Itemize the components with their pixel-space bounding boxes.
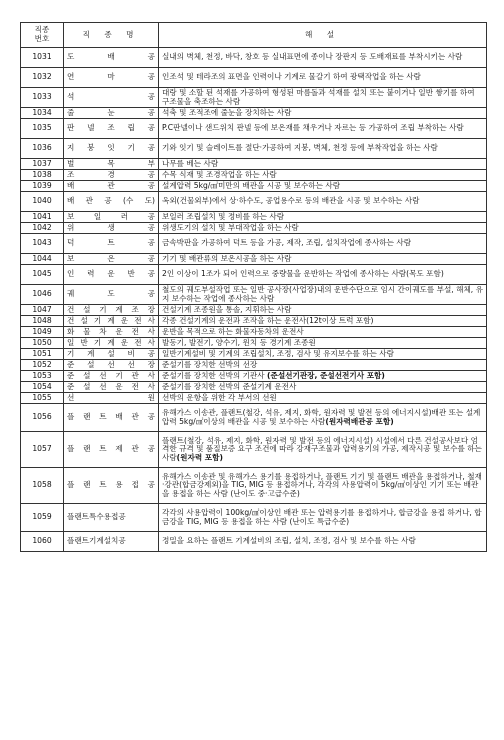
job-description — [159, 181, 487, 192]
job-code: 1051 — [21, 349, 64, 360]
job-code: 1056 — [21, 404, 64, 432]
job-code-table — [20, 22, 487, 552]
job-code: 1055 — [21, 393, 64, 404]
table-row — [21, 285, 487, 305]
job-description-text: 기기 및 배관류의 보온시공을 하는 사람 — [162, 253, 292, 263]
job-code: 1046 — [21, 285, 64, 305]
job-description — [159, 68, 487, 88]
job-code: 1036 — [21, 139, 64, 159]
job-description — [159, 212, 487, 223]
job-description — [159, 393, 487, 404]
job-code: 1047 — [21, 305, 64, 316]
job-description-text: 석축 및 조적조에 줄눈을 장치하는 사람 — [162, 107, 292, 117]
job-name: 플 랜 트 배 관 공 — [64, 404, 159, 432]
job-name: 선 원 — [64, 393, 159, 404]
job-code: 1059 — [21, 504, 64, 532]
table-row — [21, 223, 487, 234]
job-description-note: (준설선기관장, 준설선전기사 포함) — [267, 370, 385, 380]
job-description-text: 운반을 목적으로 하는 화물자동차의 운전사 — [162, 326, 304, 336]
table-row — [21, 265, 487, 285]
job-code: 1040 — [21, 192, 64, 212]
job-description — [159, 223, 487, 234]
job-code: 1035 — [21, 119, 64, 139]
job-description — [159, 504, 487, 532]
table-row — [21, 532, 487, 552]
job-description-text: 플랜트(철강, 석유, 제지, 화학, 원자력 및 발전 등의 에너지시설) 시설에서 다른 건설공사보다 엄격한 규격 및 품질보증 요구 조건에 따라 강재구조물과 압력용기의 가공, 제작시공 및 보수를 하는 사람 — [162, 435, 482, 462]
header-code: 직종 번호 — [21, 23, 64, 48]
job-description — [159, 285, 487, 305]
job-description — [159, 265, 487, 285]
job-description-text: 옥외(건물외부)에서 상·하수도, 공업용수로 등의 배관을 시공 및 보수하는 사람 — [162, 196, 420, 206]
job-name: 보 온 공 — [64, 254, 159, 265]
job-name: 배 관 공 (수 도) — [64, 192, 159, 212]
job-description-text: 유해가스 이송관, 플랜트(철강, 석유, 제지, 화학, 원자력 및 발전 등의 에너지시설)배관 또는 설계압력 5kg/㎠이상의 배관을 시공 및 보수하는 사람 — [162, 407, 481, 426]
job-name: 플랜트기계설치공 — [64, 532, 159, 552]
job-description — [159, 88, 487, 108]
job-description — [159, 159, 487, 170]
job-code: 1043 — [21, 234, 64, 254]
job-code: 1039 — [21, 181, 64, 192]
job-description-text: 대랑 및 소할 된 석재를 가공하여 형성된 마름돌과 석재를 설치 또는 붙이거나 일반 쌓기를 하여 구조물을 축조하는 사람 — [162, 87, 475, 106]
table-row — [21, 212, 487, 223]
job-name: 지 붕 잇 기 공 — [64, 139, 159, 159]
job-name: 준 설 선 기 관 사 — [64, 371, 159, 382]
table-row — [21, 349, 487, 360]
table-row — [21, 305, 487, 316]
job-name: 건 설 기 계 운 전 사 — [64, 316, 159, 327]
table-row — [21, 504, 487, 532]
job-description-text: 나무를 베는 사람 — [162, 158, 219, 168]
job-description-text: 위생도기의 설치 및 부대작업을 하는 사람 — [162, 222, 299, 232]
job-description-text: 정밀을 요하는 플랜트 기계설비의 조립, 설치, 조정, 검사 및 보수를 하는 사람 — [162, 536, 416, 546]
job-description-text: 일반기계설비 및 기계의 조립설치, 조정, 검사 및 유지보수를 하는 사람 — [162, 348, 394, 358]
job-description-text: P.C판넬이나 샌드위치 판넬 등에 보온재를 채우거나 자르는 등 가공하여 조립 부착하는 사람 — [162, 123, 464, 133]
job-description — [159, 338, 487, 349]
table-row — [21, 139, 487, 159]
table-row — [21, 404, 487, 432]
table-row — [21, 327, 487, 338]
job-name: 도 배 공 — [64, 48, 159, 68]
table-row — [21, 360, 487, 371]
job-code: 1060 — [21, 532, 64, 552]
job-name: 준 설 선 선 장 — [64, 360, 159, 371]
job-description-text: 2인 이상이 1조가 되어 인력으로 중량물을 운반하는 작업에 종사하는 사람(목도 포함) — [162, 269, 444, 279]
job-description-text: 인조석 및 테라조의 표면을 인력이나 기계로 물갈기 하여 광택작업을 하는 사람 — [162, 72, 421, 82]
table-row — [21, 316, 487, 327]
job-description — [159, 382, 487, 393]
job-name: 건 설 기 계 조 장 — [64, 305, 159, 316]
job-name: 궤 도 공 — [64, 285, 159, 305]
job-code: 1057 — [21, 432, 64, 468]
table-row — [21, 170, 487, 181]
job-description — [159, 234, 487, 254]
job-description-text: 발동기, 발전기, 양수기, 윈치 등 경기계 조종원 — [162, 337, 316, 347]
job-code: 1037 — [21, 159, 64, 170]
job-description — [159, 119, 487, 139]
job-description — [159, 327, 487, 338]
job-description — [159, 371, 487, 382]
job-description — [159, 108, 487, 119]
job-code: 1050 — [21, 338, 64, 349]
job-code: 1052 — [21, 360, 64, 371]
job-name: 판 넬 조 립 공 — [64, 119, 159, 139]
job-description-text: 선박의 운항을 위한 각 부서의 선원 — [162, 392, 277, 402]
job-code: 1041 — [21, 212, 64, 223]
table-body — [21, 48, 487, 552]
job-code: 1045 — [21, 265, 64, 285]
job-description — [159, 316, 487, 327]
job-name: 플랜트특수용접공 — [64, 504, 159, 532]
table-row — [21, 468, 487, 504]
table-row — [21, 382, 487, 393]
job-name: 플 랜 트 제 관 공 — [64, 432, 159, 468]
table-row — [21, 181, 487, 192]
job-description — [159, 254, 487, 265]
job-name: 석 공 — [64, 88, 159, 108]
job-description — [159, 360, 487, 371]
job-code: 1058 — [21, 468, 64, 504]
job-description-text: 각종 건설기계의 운전과 조작을 하는 운전사(12t이상 트럭 포함) — [162, 315, 374, 325]
header-name: 직 종 명 — [64, 23, 159, 48]
job-description-note: (원자력 포함) — [176, 452, 223, 462]
job-name: 화 물 차 운 전 사 — [64, 327, 159, 338]
job-code: 1038 — [21, 170, 64, 181]
table-row — [21, 234, 487, 254]
job-name: 벌 목 부 — [64, 159, 159, 170]
job-name: 줄 눈 공 — [64, 108, 159, 119]
table-row — [21, 159, 487, 170]
job-description-text: 준설기를 장치한 선박의 준설기계 운전사 — [162, 381, 297, 391]
table-row — [21, 88, 487, 108]
job-name: 인 력 운 반 공 — [64, 265, 159, 285]
table-row — [21, 48, 487, 68]
job-description — [159, 432, 487, 468]
table-row — [21, 254, 487, 265]
job-description — [159, 192, 487, 212]
job-code: 1031 — [21, 48, 64, 68]
job-name: 조 경 공 — [64, 170, 159, 181]
job-description — [159, 349, 487, 360]
table-row — [21, 192, 487, 212]
job-name: 연 마 공 — [64, 68, 159, 88]
job-code: 1054 — [21, 382, 64, 393]
job-description — [159, 48, 487, 68]
table-row — [21, 68, 487, 88]
table-row — [21, 371, 487, 382]
job-code: 1044 — [21, 254, 64, 265]
table-row — [21, 119, 487, 139]
job-description-text: 기와 잇기 및 슬레이트를 절단·가공하여 지붕, 벽체, 천정 등에 부착작업을 하는 사람 — [162, 143, 438, 153]
header-desc: 해 설 — [159, 23, 487, 48]
job-description-text: 건설기계 조종원을 통솔, 지휘하는 사람 — [162, 304, 292, 314]
job-description-text: 금속박판을 가공하여 덕트 등을 가공, 제작, 조립, 설치작업에 종사하는 사람 — [162, 238, 412, 248]
job-description-text: 준설기를 장치한 선박의 선장 — [162, 359, 258, 369]
job-code: 1032 — [21, 68, 64, 88]
job-description-text: 실내의 벽체, 천정, 바닥, 창호 등 실내표면에 종이나 장판지 등 도배재료를 부착시키는 사람 — [162, 52, 463, 62]
job-description-text: 수목 식재 및 조경작업을 하는 사람 — [162, 169, 277, 179]
job-description — [159, 305, 487, 316]
table-row — [21, 108, 487, 119]
job-name: 기 계 설 비 공 — [64, 349, 159, 360]
job-description-text: 설계압력 5kg/㎠미만의 배관을 시공 및 보수하는 사람 — [162, 180, 341, 190]
job-description — [159, 404, 487, 432]
job-code: 1034 — [21, 108, 64, 119]
job-description-text: 철도의 궤도부설작업 또는 일반 공사장(사업장)내의 운반수단으로 임시 간이궤도를 부설, 해체, 유지 보수하는 작업에 종사하는 사람 — [162, 284, 483, 303]
job-description-text: 보일러 조립설치 및 정비를 하는 사람 — [162, 211, 285, 221]
job-name: 보 일 러 공 — [64, 212, 159, 223]
job-code: 1053 — [21, 371, 64, 382]
job-description — [159, 170, 487, 181]
job-description-text: 유해가스 이송관 및 유해가스 용기를 용접하거나, 플랜트 기기 및 플랜트 배관을 용접하거나, 철재·강관(합금강제외)을 TIG, MIG 등 용접하거나, 각각의 사용압력이 5kg/㎠이상인 기기 또는 배관을 용접을 하는 사람 (난이도 중·고급수준) — [162, 471, 482, 498]
job-code: 1049 — [21, 327, 64, 338]
table-header-row — [21, 23, 487, 48]
job-code: 1033 — [21, 88, 64, 108]
job-code: 1048 — [21, 316, 64, 327]
job-description-text: 준설기를 장치한 선박의 기관사 — [162, 370, 268, 380]
job-code: 1042 — [21, 223, 64, 234]
job-name: 배 관 공 — [64, 181, 159, 192]
table-row — [21, 432, 487, 468]
job-description-text: 각각의 사용압력이 100kg/㎠이상인 배관 또는 압력용기를 용접하거나, 합금강을 용접 하거나, 합금강을 TIG, MIG 등 용접을 하는 사람 (난이도 특급수준) — [162, 507, 482, 526]
job-name: 덕 트 공 — [64, 234, 159, 254]
job-name: 플 랜 트 용 접 공 — [64, 468, 159, 504]
job-description — [159, 468, 487, 504]
job-description — [159, 532, 487, 552]
job-name: 일 반 기 계 운 전 사 — [64, 338, 159, 349]
table-row — [21, 338, 487, 349]
job-name: 준 설 선 운 전 사 — [64, 382, 159, 393]
job-description-note: (원자력배관공 포함) — [325, 416, 394, 426]
job-description — [159, 139, 487, 159]
job-name: 위 생 공 — [64, 223, 159, 234]
table-row — [21, 393, 487, 404]
